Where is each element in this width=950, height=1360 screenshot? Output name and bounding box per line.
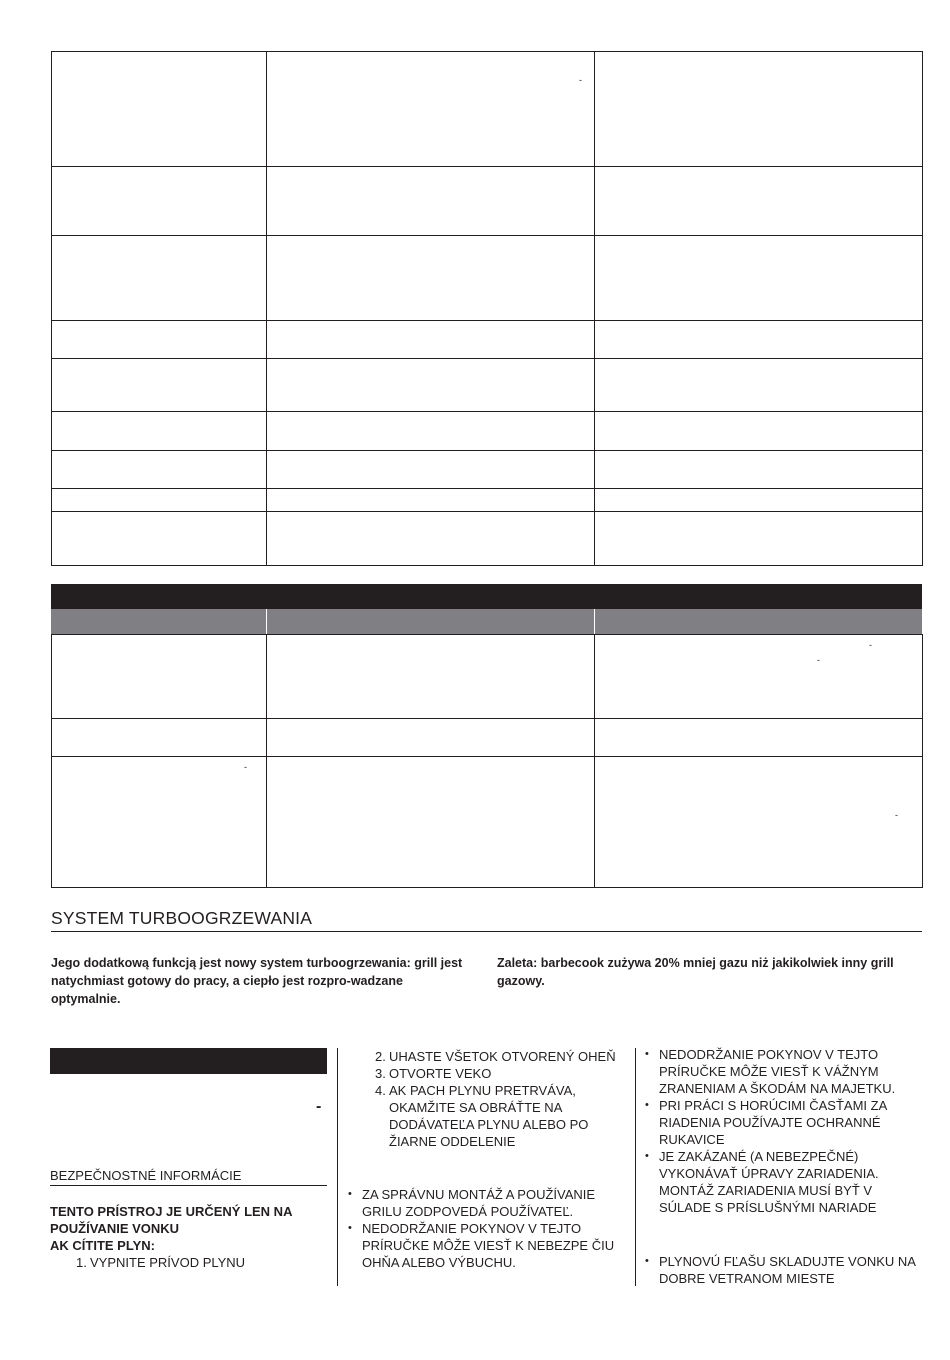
list-item: • ZA SPRÁVNU MONTÁŽ A POUŽÍVANIE GRILU ZODPOVEDÁ POUŽÍVATEĽ. xyxy=(348,1186,628,1220)
section-title: SYSTEM TURBOOGRZEWANIA xyxy=(51,908,922,932)
table-cell xyxy=(52,512,267,566)
table-row xyxy=(52,52,923,167)
column-header xyxy=(51,609,266,634)
warning-line: TENTO PRÍSTROJ JE URČENÝ LEN NA xyxy=(50,1204,293,1219)
table-cell xyxy=(267,451,595,489)
table-cell xyxy=(267,359,595,412)
table-row xyxy=(52,167,923,236)
table-cell xyxy=(52,412,267,451)
table-cell xyxy=(267,321,595,359)
turbo-right-paragraph: Zaleta: barbecook zużywa 20% mniej gazu niż jakikolwiek inny grill gazowy. xyxy=(497,956,894,988)
list-item: • PRI PRÁCI S HORÚCIMI ČASŤAMI ZA RIADENIA POUŽÍVAJTE OCHRANNÉ RUKAVICE xyxy=(645,1097,925,1148)
column-header xyxy=(267,609,594,634)
list-item: 3. OTVORTE VEKO xyxy=(375,1066,492,1081)
warning-line: AK CÍTITE PLYN: xyxy=(50,1238,155,1253)
table-row xyxy=(52,412,923,451)
turbo-left-paragraph: Jego dodatkową funkcją jest nowy system turboogrzewania: grill jest natychmiast gotowy do pracy, a ciepło jest rozpro-wadzane optymalnie. xyxy=(51,956,463,1006)
list-item: • NEDODRŽANIE POKYNOV V TEJTO PRÍRUČKE MÔŽE VIESŤ K NEBEZPE ČIU OHŇA ALEBO VÝBUCHU. xyxy=(348,1220,628,1271)
list-item: • NEDODRŽANIE POKYNOV V TEJTO PRÍRUČKE MÔŽE VIESŤ K VÁŽNYM ZRANENIAM A ŠKODÁM NA MAJETKU. xyxy=(645,1046,925,1097)
table-row xyxy=(52,321,923,359)
dash-mark: - xyxy=(316,1098,322,1115)
table-cell xyxy=(267,489,595,512)
dash-mark: - xyxy=(817,655,820,665)
dash-mark: - xyxy=(869,640,872,650)
safety-bullets-col3-bottom xyxy=(645,1253,925,1287)
table-cell xyxy=(52,167,267,236)
table-row xyxy=(52,635,923,719)
table-row xyxy=(52,512,923,566)
gas-steps-list xyxy=(375,1048,630,1150)
table-header-bar xyxy=(51,584,922,609)
table-cell xyxy=(595,412,923,451)
list-item: 2. UHASTE VŠETOK OTVORENÝ OHEŇ xyxy=(375,1049,616,1064)
dash-mark: - xyxy=(579,75,582,85)
table-cell xyxy=(52,52,267,167)
table-cell xyxy=(595,757,923,888)
column-header xyxy=(595,609,922,634)
table-column-headers xyxy=(51,609,922,634)
troubleshooting-table-bottom xyxy=(51,634,923,888)
table-cell xyxy=(595,359,923,412)
table-cell xyxy=(52,635,267,719)
table-cell xyxy=(595,52,923,167)
gas-steps-list-start xyxy=(76,1254,326,1271)
list-item: 1. VYPNITE PRÍVOD PLYNU xyxy=(76,1255,246,1270)
list-item: • JE ZAKÁZANÉ (A NEBEZPEČNÉ) VYKONÁVAŤ ÚPRAVY ZARIADENIA. MONTÁŽ ZARIADENIA MUSÍ BYŤ V SÚLADE S PRÍSLUŠNÝMI NARIADE xyxy=(645,1148,925,1216)
safety-bullets-col2 xyxy=(348,1186,628,1271)
safety-heading: BEZPEČNOSTNÉ INFORMÁCIE xyxy=(50,1167,327,1186)
dash-mark: - xyxy=(244,762,247,772)
table-cell xyxy=(267,412,595,451)
dash-mark: - xyxy=(895,810,898,820)
safety-warning-block xyxy=(50,1203,330,1254)
table-cell xyxy=(595,512,923,566)
list-item: • PLYNOVÚ FĽAŠU SKLADUJTE VONKU NA DOBRE VETRANOM MIESTE xyxy=(645,1253,925,1287)
table-cell xyxy=(52,719,267,757)
table-cell xyxy=(52,757,267,888)
table-cell xyxy=(595,489,923,512)
table-cell xyxy=(595,451,923,489)
table-cell xyxy=(267,236,595,321)
table-row xyxy=(52,236,923,321)
table-cell xyxy=(52,321,267,359)
table-cell xyxy=(267,512,595,566)
table-row xyxy=(52,359,923,412)
warning-line: POUŽÍVANIE VONKU xyxy=(50,1221,180,1236)
table-cell xyxy=(595,635,923,719)
table-row xyxy=(52,757,923,888)
column-divider xyxy=(337,1048,338,1286)
troubleshooting-table-top xyxy=(51,51,923,566)
table-cell xyxy=(267,167,595,236)
table-row xyxy=(52,489,923,512)
table-cell xyxy=(52,489,267,512)
table-cell xyxy=(595,236,923,321)
table-cell xyxy=(52,359,267,412)
table-cell xyxy=(267,52,595,167)
table-row xyxy=(52,451,923,489)
table-cell xyxy=(52,451,267,489)
warning-header-box xyxy=(50,1048,327,1074)
table-cell xyxy=(267,719,595,757)
column-divider xyxy=(635,1048,636,1286)
safety-bullets-col3 xyxy=(645,1046,925,1216)
list-item: 4. AK PACH PLYNU PRETRVÁVA, OKAMŽITE SA OBRÁŤTE NA DODÁVATEĽA PLYNU ALEBO PO ŽIARNE ODDELENIE xyxy=(375,1083,589,1149)
table-cell xyxy=(267,635,595,719)
table-row xyxy=(52,719,923,757)
table-cell xyxy=(595,321,923,359)
table-cell xyxy=(595,719,923,757)
table-cell xyxy=(267,757,595,888)
table-cell xyxy=(595,167,923,236)
table-cell xyxy=(52,236,267,321)
